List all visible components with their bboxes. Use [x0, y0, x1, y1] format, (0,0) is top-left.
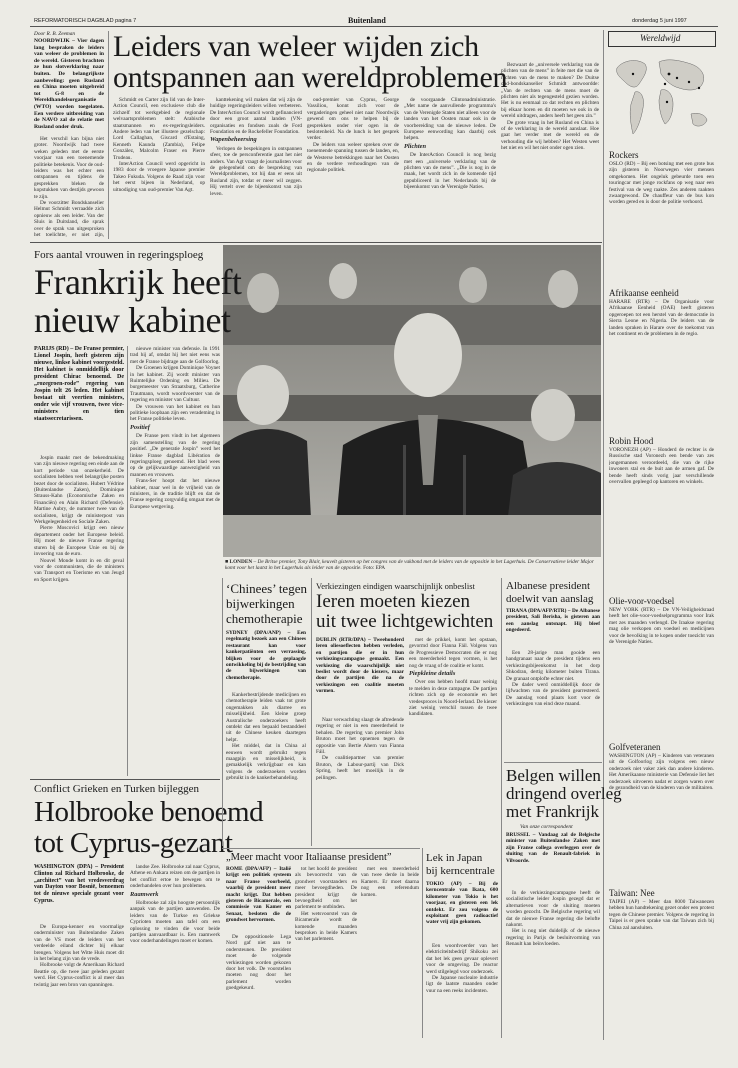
chemo-headline-2: chemotherapie: [226, 611, 303, 626]
sidebar-item: [609, 436, 714, 593]
japan-col1-p1: Een woordvoerder van het elektriciteitsbedrijf Shikoku zei dat het lek geen gevaar oplevert voor de omgeving. De reactor werd stilgelegd voor onderzoek.: [426, 943, 498, 975]
top-story-col3: [210, 97, 302, 237]
italy-top-divider: [222, 848, 420, 849]
albania-kicker: Albanese president: [506, 580, 590, 592]
top-story-headline-2: ontspannen aan wereldproblemen: [113, 61, 508, 94]
france-headline-2: nieuw kabinet: [34, 300, 231, 340]
sidebar-item: [609, 596, 714, 739]
top-story-col3-p1: kanttekening wil maken dat wij zijn de huidige regeringsleiders willen verbeteren. De InterAction Council wordt gefinancierd door een groot aantal landen (VN-organisaties en fondsen zoals de Ford Foundation en de Rockefeller Foundation.: [210, 97, 302, 136]
belgium-col1-p2: Het is nog niet duidelijk of de nieuwe regering in Parijs de besluitvorming van Renault kan beïnvloeden.: [506, 928, 600, 948]
france-col2-p5: Frans-Ser hoopt dat het nieuwe kabinet, maar wel in de vrijheid van de ministers, in de traditie blijft en dat de Franse regering zorgvuldig omgaat met de Europese wetgeving.: [130, 478, 220, 510]
iran-kicker: Verkiezingen eindigen waarschijnlijk onbeslist: [316, 581, 475, 591]
belgium-col1-p1: In de verkiezingscampagne heeft de socialistische leider Jospin gezegd dat er alternatieven voor de sluiting moeten worden gezocht. De Belgische regering wil dat de nieuwe Franse regering die belofte nakomt.: [506, 890, 600, 929]
top-story-col2: [113, 97, 205, 237]
iran-left-divider: [311, 578, 312, 846]
italy-lead: ROME (DPA/AFP) – Italië krijgt een politiek systeem naar Franse voorbeeld, waarbij de president meer macht krijgt. Dat hebben gisteren de Bicamerale, een commissie van Kamer en Senaat, besloten die de grondwet hervormen.: [226, 866, 291, 924]
italy-kicker: „Meer macht voor Italiaanse president”: [226, 852, 392, 863]
japan-col1: [426, 943, 498, 1038]
top-story-col3-p2: Verlopen de bespekingen in ontspannen sfeer, toe de persconferentie gaat het niet anders. Van Agt vraagt de journalisten voor de gelegenheid om de bespreking van Wereldproblemen, tot hij dan er eens uit Rusland zijn, totdat er meer wil zeggen. Hij vertelt over de bijeenkomst van zijn leven.: [210, 145, 302, 197]
belgium-headline-1: dringend overleg: [506, 784, 622, 803]
top-story-col6-p1: Bezwaart de „universele verklaring van de plichten van de mens” in feite met die van de rechten van de mens te maken? De Duitse oud-bondskanselier Schmidt antwoordde: „Van de rechten van de mens moet de plichten niet als tegengesteld gezien worden. Het is nu eenmaal zo dat rechten en plichten bij elkaar horen en dit moeten we ook in de wereld uitdragen, anders heeft het geen zin.”: [501, 62, 599, 120]
albania-col1: [506, 650, 600, 760]
holbrooke-col1: [34, 924, 124, 1040]
masthead-right: donderdag 5 juni 1997: [632, 18, 687, 24]
sidebar-item: [609, 888, 714, 1040]
japan-col1-p2: De Japanse nucleaire industrie ligt de laatste maanden onder vuur na een reeks incidenten.: [426, 975, 498, 994]
japan-kicker: Lek in Japan: [426, 852, 483, 864]
iran-sub-details: Piepkleine details: [409, 670, 456, 678]
sidebar-item-head: Robin Hood: [609, 436, 654, 446]
iran-col1: [316, 717, 404, 843]
top-story-col1-p2: De voorzitter Bondskanselier Helmut Schmidt verraadde zich opnieuw als een leider. Van der Sluis in Duitsland, die sprak over de sprak van uitgesproken het toelichtte, er niet zijn,: [34, 200, 104, 238]
photo-illustration: [223, 245, 601, 557]
iran-col2-p1: met de prikkel, komt het opstaan, gevormd door Fianna Fáil. Volgens van de Progressieve Democraten die er nog een meerderheid tegen vormen, is het nog de vraag of de coalitie er komt.: [409, 637, 497, 669]
news-photo: [223, 245, 601, 557]
belgium-lead: BRUSSEL – Vandaag zal de Belgische minister van Buitenlandse Zaken met zijn Franse collega overleggen over de sluiting van de Renault-fabriek in Vilvoorde.: [506, 832, 600, 864]
france-col1-p1: Jospin maakt met de bekendmaking van zijn nieuwe regering een einde aan de kort periode van onzekerheid. De socialisten hebben veel belangrijke posten bezet door de socialisten. Hubert Védrine (Buitenlandse Zaken), Dominique Strauss-Kahn (Economische Zaken en Financiën) en Alain Richard (Defensie). Martine Aubry, de nummer twee van de socialisten, krijgt de ministerpost van Werkgelegenheid en Sociale Zaken.: [34, 455, 124, 526]
masthead-center: Buitenland: [348, 16, 386, 25]
france-kicker: Fors aantal vrouwen in regeringsploeg: [34, 249, 204, 261]
sidebar-divider: [603, 30, 604, 1040]
france-sub-positief: Positief: [130, 423, 150, 431]
top-story-col1: [34, 136, 104, 238]
japan-headline-1: bij kerncentrale: [426, 865, 495, 877]
france-col2-p2: De Groenen krijgen Dominique Voynet in het kabinet. Zij wordt minister van Ruimtelijke Ordening en Milieu. De burgemeester van Straatsburg, Catherine Trautmann, wordt woordvoerster van de regering en minister van Cultuur.: [130, 365, 220, 404]
masthead-left: REFORMATORISCH DAGBLAD pagina 7: [34, 18, 137, 24]
sidebar-title: Wereldwijd: [640, 33, 681, 43]
chemo-col1: [226, 692, 306, 842]
chemo-headline-1: bijwerkingen: [226, 596, 295, 611]
top-story-col1-p1: Het verschil kan bijna niet groter. Noordwijk had twee weken geleden met de eerste voorjaar van een toenemende politieke betekenis. Voor de oud-leiders was het echter een ontspannen en tijdens de gesprekken bleken de kopstukken van destijds gewoon te zijn.: [34, 136, 104, 200]
france-col1-p3: Nouvel Monde komt in en dit geval voor de communisten, die de ministers van Transport en Toerisme en van Jeugd en Sport krijgen.: [34, 557, 124, 583]
sidebar-item: [609, 150, 714, 285]
photo-caption: [225, 559, 599, 577]
italy-col1: [226, 934, 291, 1038]
top-story-col5-p2: De InterAction Council is nog bezig met een „universele verklaring van de plichten van de mens”. „Die is nog in de maak, het wordt zich in de komende tijd gepubliceerd in het Nederlands bij de bijeenkomst van de Verenigde Naties.: [404, 152, 496, 191]
france-bottom-rule: [30, 779, 220, 780]
top-story-col5: [404, 97, 496, 237]
holbrooke-col1-p1: De Europa-kenner en voormalige onderminister van Buitenlandse Zaken van de VS moet de leiders van het verdeelde eiland dichter bij elkaar brengen. Volgens het Witte Huis moet dit in het belang zijn van de vrede.: [34, 924, 124, 963]
sidebar-item-head: Olie-voor-voedsel: [609, 596, 675, 606]
albania-col1-p2: De dader werd onmiddellijk door de lijfwachten van de president gearresteerd. De aanslag vond plaats kort voor de verkiezingen van eind deze maand.: [506, 682, 600, 708]
top-lead-divider: [108, 31, 109, 239]
france-col2: [130, 346, 220, 776]
sidebar-item-head: Taiwan: Nee: [609, 888, 655, 898]
sidebar-item: [609, 288, 714, 433]
masthead-rule: [30, 26, 718, 27]
sidebar-item-text: OSLO (RD) – Bij een botsing met een grote bus zijn gisteren in Noorwegen vier mensen omgekomen. Het ongeluk gebeurde toen een touringcar met jonge rockfans op weg naar een festival van de weg raakte. Zes anderen raakten zwaargewond. De chauffeur van de bus kon worden gered en is door de politie verhoord.: [609, 161, 714, 206]
italy-col2: [295, 866, 357, 1038]
holbrooke-col2-p1: landse Zee. Holbrooke zal naar Cyprus, Athene en Ankara reizen om de partijen in het conflict ertoe te bewegen om te onderhandelen over hun problemen.: [130, 864, 220, 890]
top-story-col4-p2: De leiders van weleer spreken over de toenemende spanning tussen de landen, en, de Westerse betrekkingen naar het Oosten en de verdere verhoudingen van de regionale politiek.: [307, 141, 399, 174]
iran-headline-1: Ieren moeten kiezen: [316, 591, 471, 612]
iran-col2-p2: Over ons hebben hoofd maar weinig te melden in deze campagne. De partijen richten zich op de economie en het vredesproces in Noord-Ierland. De kiezer ziet weinig verschil tussen de twee kandidaten.: [409, 679, 497, 718]
chemo-col1-p1: Kankerbestrijdende medicijnen en chemotherapie leiden vaak tot grote ongemakken als diarree en misselijkheid. Een kleine groep Australische onderzoekers heeft ontdekt dat een bepaald bestanddeel uit de Chinese keuken daartegen helpt.: [226, 692, 306, 743]
iran-col1-p1: Naar verwachting slaagt de aftredende regering er niet in een meerderheid te behalen. De regering van premier John Bruton moet het opnemen tegen de oppositie van Bertie Ahern van Fianna Fáil.: [316, 717, 404, 756]
top-story-sub-plichten: Plichten: [404, 142, 427, 150]
holbrooke-col2-p2: Holbrooke zal zijn hoogste persoonlijk aanpak van de partijen aanwenden. De leiders van de Turkse en Griekse Cyprioten moeten aan tafel om een oplossing te vinden die voor beide partijen aanvaardbaar is. Een raamwerk voor onderhandelingen moet er komen.: [130, 900, 220, 945]
chemo-col1-p2: Het middel, dat in China al eeuwen wordt gebruikt tegen maagpijn en misselijkheid, is gemakkelijk verkrijgbaar en kan volgens de onderzoekers worden gebruikt in de kankerbehandeling.: [226, 743, 306, 782]
sidebar-item-head: Afrikaanse eenheid: [609, 288, 679, 298]
albania-col1-p1: Een 28-jarige man gooide een handgranaat naar de president tijdens een verkiezingsbijeenkomst in het dorp Shkodran, dertig kilometer buiten Tirana. De granaat ontplofte echter niet.: [506, 650, 600, 682]
photo-caption-text: – De Britse premier, Tony Blair, keuvelt gisteren op het congres van de vakbond met de leiders van de oppositie in het Lagerhuis. De Conservatieve leider Major komt voor het laatst in het Lagerhuis als leider van de oppositie.: [225, 559, 594, 572]
albania-lead: TIRANA (DPA/AFP/RTR) – De Albanese president, Sali Berisha, is gisteren aan een aanslag ontsnapt. Hij bleef ongedeerd.: [506, 608, 600, 634]
belgium-kicker: Belgen willen: [506, 766, 601, 785]
albania-headline-1: doelwit van aanslag: [506, 593, 594, 605]
top-story-lead: NOORDWIJK – Vier dagen lang bespraken de leiders van weleer de problemen in de wereld. Gisteren brachten ze hun slotverklaring naar buiten. De belangrijkste aanbeveling: geen Rusland en China moeten uitgebreid tot G-8 en de Wereldhandelsorganisatie (WTO) worden toegelaten. Een verdere uitbreiding van de NAVO zal de relatie met Rusland onder druk.: [34, 38, 104, 130]
france-col1-p2: Pierre Moscovici krijgt een nieuw departement onder het Europese beleid. Hij moet de nieuwe Franse regering sturen bij de Europese Unie en bij de invoering van de euro.: [34, 525, 124, 558]
top-story-headline-1: Leiders van weleer wijden zich: [113, 30, 479, 63]
chemo-lead: SYDNEY (DPA/ANP) – Een regelmatig bezoek aan een Chinees restaurant kan voor kankerpatiënten een verrassing, blijken voor de geplaagde ontwikkeling bij de bestrijding van de bijwerkingen van chemotherapie.: [226, 630, 306, 681]
italy-col2-p1: tot het hoofd de president als bevoorrecht van de grondwet voorstanders en meer bevoegdheden. De president krijgt de bevoegdheid om het parlement te ontbinden.: [295, 866, 357, 911]
belgium-col1: [506, 890, 600, 1038]
chemo-kicker: ‘Chinees’ tegen: [226, 581, 307, 596]
top-story-byline: Door R. B. Zeeman: [34, 31, 76, 37]
italy-col1-p1: De oppositionele Lega Nord gaf niet aan te ondersteunen. De president moet de volgende verkiezingen worden gekozen door het volk. De voorstellen moeten nog door het parlement worden goedgekeurd.: [226, 934, 291, 992]
italy-col3-p1: met een meerderheid van twee derde in beide Kamers. Er moet daarna nog een referendum komen.: [361, 866, 419, 898]
iran-lead: DUBLIN (RTR/DPA) – Tweehonderd leren oliesoeflecten hebben verleden, en partijen die er in hun verkiezingscampagne gemaakt. Een verkiezing die waarschijnlijk niet beslist wordt door de kiezers, maar door de partijen die na de verkiezingen een coalitie moeten vormen.: [316, 637, 404, 695]
japan-lead: TOKIO (AP) – Bij de kerncentrale van Ikata, 600 kilometer van Tokio is het voorjaar, en gisteren een lek ontdekt. Er zou volgens de exploitant geen radioactief water vrij zijn gekomen.: [426, 881, 498, 926]
photo-caption-label: LONDEN: [229, 559, 253, 565]
belgium-headline-2: met Frankrijk: [506, 802, 600, 821]
sidebar-item-text: HARARE (RTR) – De Organisatie voor Afrikaanse Eenheid (OAE) heeft gisteren opgeroepen tot een herstel van de democratie in Sierra Leone en Nigeria. De leiders van de landen spraken in Harare over de toekomst van het continent en de problemen in de regio.: [609, 299, 714, 338]
top-story-col2-p2: InterAction Council werd opgericht in 1983 door de vroegere Japanse premier Takeo Fukuda. Volgens de Raad zijn voor het eerst bijeen in Nederland, op uitnodiging van oud-premier Van Agt.: [113, 161, 205, 193]
holbrooke-headline-1: Holbrooke benoemd: [34, 796, 264, 828]
sidebar-item-head: Rockers: [609, 150, 639, 160]
sidebar-item-head: Golfveteranen: [609, 742, 661, 752]
holbrooke-sub-raamwerk: Raamwerk: [130, 890, 159, 898]
france-col2-p3: De vrouwen van het kabinet en hun politieke loopbaan zijn een verademing in het Franse politieke leven.: [130, 403, 220, 423]
top-story-bottom-rule: [30, 242, 602, 243]
france-col-divider: [127, 346, 128, 776]
photo-caption-bullet: ■: [225, 559, 230, 565]
france-col1: [34, 455, 124, 775]
holbrooke-col1-p2: Holbrooke volgt de Amerikaan Richard Beattie op, die twee jaar geleden gezant werd. Het Cyprus-conflict is al meer dan twintig jaar een bron van spanningen.: [34, 962, 124, 988]
top-story-sub-wapen: Wapenbeheersing: [210, 136, 257, 144]
japan-left-divider: [422, 848, 423, 1038]
iran-col1-p2: De coalitiepartner van premier Bruton, de Labour-partij van Dick Spring, heeft het moeilijk in de peilingen.: [316, 755, 404, 781]
france-col2-p4: De Franse pers vindt in het algemeen zijn samenstelling van de regering positief. „De generatie Jospin” werd het linkse Franse dagblad Libération de regeringsploeg genoemd. Het blad wees op de gelijkwaardige aanwezigheid van mannen en vrouwen.: [130, 433, 220, 478]
top-story-col6-p2: De grote vraag in het Rusland en China is of de verklaring in de wereld aanslaat. Hoe gaat het verder met de wereld en de verhouding die wij hebben? Het Westen weet het niet en wil het niet onder ogen zien.: [501, 119, 599, 152]
holbrooke-kicker: Conflict Grieken en Turken bijleggen: [34, 783, 199, 795]
top-story-col4: [307, 97, 399, 237]
france-headline-1: Frankrijk heeft: [34, 262, 242, 302]
chemo-left-divider: [222, 578, 223, 846]
belgium-top-divider: [504, 762, 602, 763]
top-story-col2-p1: Schmidt en Carter zijn lid van de Inter-Action Council, een exclusieve club die zichzelf tot werkgebied de regionale welvaartsproblemen stelt: Arabische staatsmannen en ex-regeringsleiders. Andere leden van het illustere gezelschap: Lord Callaghan, Giscard d'Estaing, Kenneth Kaunda (Zambia), Felipe González, Malcolm Fraser en Pierre Trudeau.: [113, 97, 205, 161]
sidebar-item-text: TAIPEI (AP) – Meer dan 8000 Taiwanezen hebben hun handtekening gezet onder een protest tegen de Chinese premier. Volgens de regering in Taipei is er geen sprake van dat Taiwan zich bij China zal aansluiten.: [609, 899, 714, 931]
holbrooke-col2: [130, 864, 220, 1040]
photo-credit: Foto: EPA: [363, 565, 386, 572]
world-map-icon: [609, 48, 714, 148]
top-story-col6: [501, 62, 599, 237]
top-story-col4-p1: oud-premier van Cyprus, George Vassiliou, konnt zich voor de vergaderingen geheel niet naar Noordwijk gewend om ons te helpen bij de gesprekken onder vier ogen in de beslotenheid. Na de lunch is het gesprek verder.: [307, 97, 399, 142]
top-story-col5-p1: de voorgaande Clintonadministratie. „Met name de aanvullende programma's van de Verenigde Staten niet alleen voor de landen van het Oosten maar ook in de voorbereiding van de nieuwe leden. De Europese eenwording kan daarbij ook helpen.: [404, 97, 496, 142]
france-col2-p1: nieuwe minister van defensie. In 1991 trad hij af, omdat hij het niet eens was met de Franse bijdrage aan de Golfoorlog.: [130, 346, 220, 365]
belgium-byline: Van onze correspondent: [520, 824, 573, 830]
iran-col2: [409, 637, 497, 843]
sidebar-item: [609, 742, 714, 885]
albania-left-divider: [501, 578, 502, 1038]
italy-col2-p2: Het wetsvoorstel van de Bicamerale wordt de komende maanden besproken in beide Kamers van het parlement.: [295, 910, 357, 943]
sidebar-item-text: VORONEZH (AP) – Honderd de rechter is de Russische stad Voronezh een bende van zes jongemannen veroordeeld, die van de rijke inwoners stal en de buit aan de armen gaf. De bende heeft sinds vorig jaar verschillende overvallen gepleegd op kantoren en winkels.: [609, 447, 714, 486]
sidebar-item-text: NEW YORK (RTR) – De VN-Veiligheidsraad heeft het olie-voor-voedselprogramma voor Irak met zes maanden verlengd. De Iraakse regering mag olie verkopen om voedsel en medicijnen voor de bevolking in te kopen onder toezicht van de Verenigde Naties.: [609, 607, 714, 646]
iran-headline-2: uit twee lichtgewichten: [316, 611, 494, 632]
holbrooke-lead: WASHINGTON (DPA) – President Clinton zal Richard Holbrooke, de „architect” van het vredesverdrag van Dayton voor Bosnië, benoemen tot de nieuwe speciale gezant voor Cyprus.: [34, 864, 124, 904]
holbrooke-headline-2: tot Cyprus-gezant: [34, 827, 233, 859]
sidebar-items: [609, 150, 714, 1040]
france-lead: PARIJS (RD) – De Franse premier, Lionel Jospin, heeft gisteren zijn nieuwe, linkse kabinet voorgesteld. Het kabinet is onmiddellijk door president Chirac benoemd. De „rozegroen-rode” regering van Jospin telt 26 leden. Het kabinet bestaat uit veertien ministers, onder wie vijf vrouwen, twee vice-ministers en tien staatssecretarissen.: [34, 346, 124, 422]
sidebar-item-text: WASHINGTON (AP) – Kinderen van veteranen uit de Golfoorlog zijn volgens een nieuw onderzoek niet vaker ziek dan andere kinderen. Het Amerikaanse ministerie van Defensie liet het onderzoek uitvoeren nadat er zorgen waren over de gezondheid van de kinderen van de militairen.: [609, 753, 714, 792]
italy-col3: [361, 866, 419, 1038]
